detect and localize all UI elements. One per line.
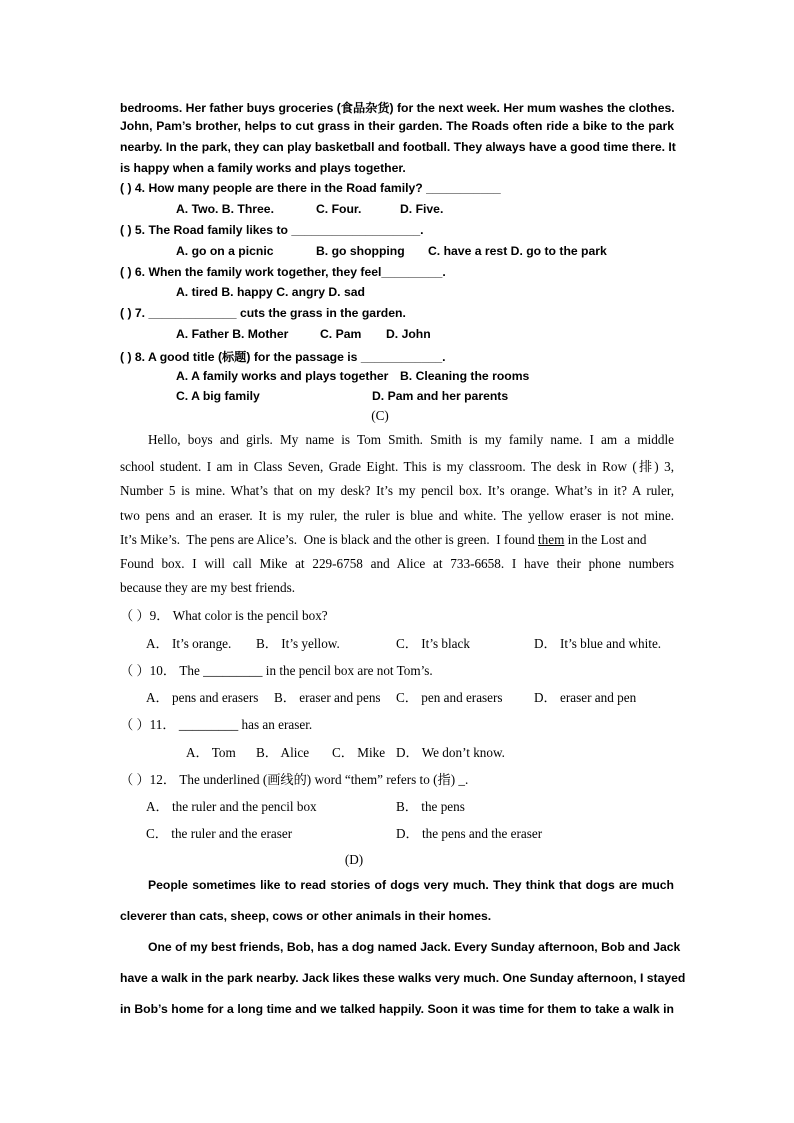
question-8-stem: ( ) 8. A good title (标题) for the passage is ____________. [120, 350, 446, 364]
passage-c-line-4: two pens and an eraser. It is my ruler, the ruler is blue and white. The yellow eraser is not mine. [120, 508, 674, 523]
passage-c-line-2: school student. I am in Class Seven, Grade Eight. This is my classroom. The desk in Row (排) 3, [120, 459, 674, 474]
question-10-option-c: C． pen and erasers [396, 690, 503, 705]
passage-c-line-1: Hello, boys and girls. My name is Tom Smith. Smith is my family name. I am a middle [148, 432, 674, 447]
passage-c-line-5-end: in the Lost and [564, 532, 647, 547]
passage-c-line-5-start: It’s Mike’s. The pens are Alice’s. One is black and the other is green. I found [120, 532, 538, 547]
question-10-option-a: A． pens and erasers [146, 690, 259, 705]
passage-c-line-6: Found box. I will call Mike at 229-6758 and Alice at 733-6658. I have their phone numbers [120, 556, 674, 571]
question-4-option-ab: A. Two. B. Three. [176, 202, 274, 216]
question-11-option-a: A． Tom [186, 745, 236, 760]
question-5-option-cd: C. have a rest D. go to the park [428, 244, 607, 258]
passage-c-line-5 [120, 532, 674, 548]
question-4-option-c: C. Four. [316, 202, 362, 216]
question-9-option-a: A． It’s orange. [146, 636, 232, 651]
question-10-stem: （ ）10． The _________ in the pencil box are not Tom’s. [120, 663, 433, 678]
passage-d-line-3: One of my best friends, Bob, has a dog named Jack. Every Sunday afternoon, Bob and Jack [148, 940, 681, 954]
passage-c-line-3: Number 5 is mine. What’s that on my desk? It’s my pencil box. It’s orange. What’s in it? A ruler, [120, 483, 674, 498]
question-5-option-b: B. go shopping [316, 244, 405, 258]
passage-d-line-5: in Bob’s home for a long time and we talked happily. Soon it was time for them to take a walk in [120, 1002, 674, 1016]
question-6-stem: ( ) 6. When the family work together, they feel_________. [120, 265, 446, 279]
passage-d-line-4: have a walk in the park nearby. Jack likes these walks very much. One Sunday afternoon, I stayed [120, 971, 686, 985]
question-12-stem: （ ）12． The underlined (画线的) word “them” refers to (指) _. [120, 772, 469, 787]
question-8-option-b: B. Cleaning the rooms [400, 369, 530, 383]
question-5-option-a: A. go on a picnic [176, 244, 274, 258]
passage-b-line-3: nearby. In the park, they can play basketball and football. They always have a good time there. It [120, 140, 676, 154]
question-7-option-ab: A. Father B. Mother [176, 327, 289, 341]
passage-d-line-2: cleverer than cats, sheep, cows or other animals in their homes. [120, 909, 492, 923]
question-7-option-d: D. John [386, 327, 431, 341]
question-4-stem: ( ) 4. How many people are there in the Road family? ___________ [120, 181, 501, 195]
question-11-option-d: D． We don’t know. [396, 745, 505, 760]
passage-b-line-2: John, Pam’s brother, helps to cut grass in their garden. The Roads often ride a bike to the park [120, 119, 674, 133]
question-5-stem: ( ) 5. The Road family likes to ___________________. [120, 223, 424, 237]
question-8-option-d: D. Pam and her parents [372, 389, 509, 403]
question-9-option-c: C． It’s black [396, 636, 470, 651]
passage-b-line-4: is happy when a family works and plays together. [120, 161, 406, 175]
question-7-stem: ( ) 7. _____________ cuts the grass in the garden. [120, 306, 406, 320]
question-6-options: A. tired B. happy C. angry D. sad [176, 285, 365, 299]
question-11-stem: （ ）11． _________ has an eraser. [120, 717, 313, 732]
passage-c-line-7: because they are my best friends. [120, 580, 296, 595]
question-10-option-b: B． eraser and pens [274, 690, 381, 705]
question-8-option-c: C. A big family [176, 389, 260, 403]
question-4-option-d: D. Five. [400, 202, 444, 216]
question-10-option-d: D． eraser and pen [534, 690, 637, 705]
underlined-word-them: them [538, 532, 565, 547]
question-11-option-b: B． Alice [256, 745, 310, 760]
question-12-option-c: C． the ruler and the eraser [146, 826, 293, 841]
section-c-heading: (C) [371, 408, 389, 423]
question-12-option-a: A． the ruler and the pencil box [146, 799, 317, 814]
section-d-heading: (D) [344, 852, 364, 867]
question-9-option-b: B． It’s yellow. [256, 636, 340, 651]
passage-d-line-1: People sometimes like to read stories of dogs very much. They think that dogs are much [148, 878, 674, 892]
question-9-option-d: D． It’s blue and white. [534, 636, 662, 651]
question-12-option-b: B． the pens [396, 799, 465, 814]
passage-b-line-1: bedrooms. Her father buys groceries (食品杂货) for the next week. Her mum washes the clothes. [120, 101, 675, 115]
question-11-option-c: C． Mike [332, 745, 386, 760]
question-8-option-a: A. A family works and plays together [176, 369, 389, 383]
question-7-option-c: C. Pam [320, 327, 362, 341]
question-12-option-d: D． the pens and the eraser [396, 826, 543, 841]
question-9-stem: （ ）9． What color is the pencil box? [120, 608, 328, 623]
